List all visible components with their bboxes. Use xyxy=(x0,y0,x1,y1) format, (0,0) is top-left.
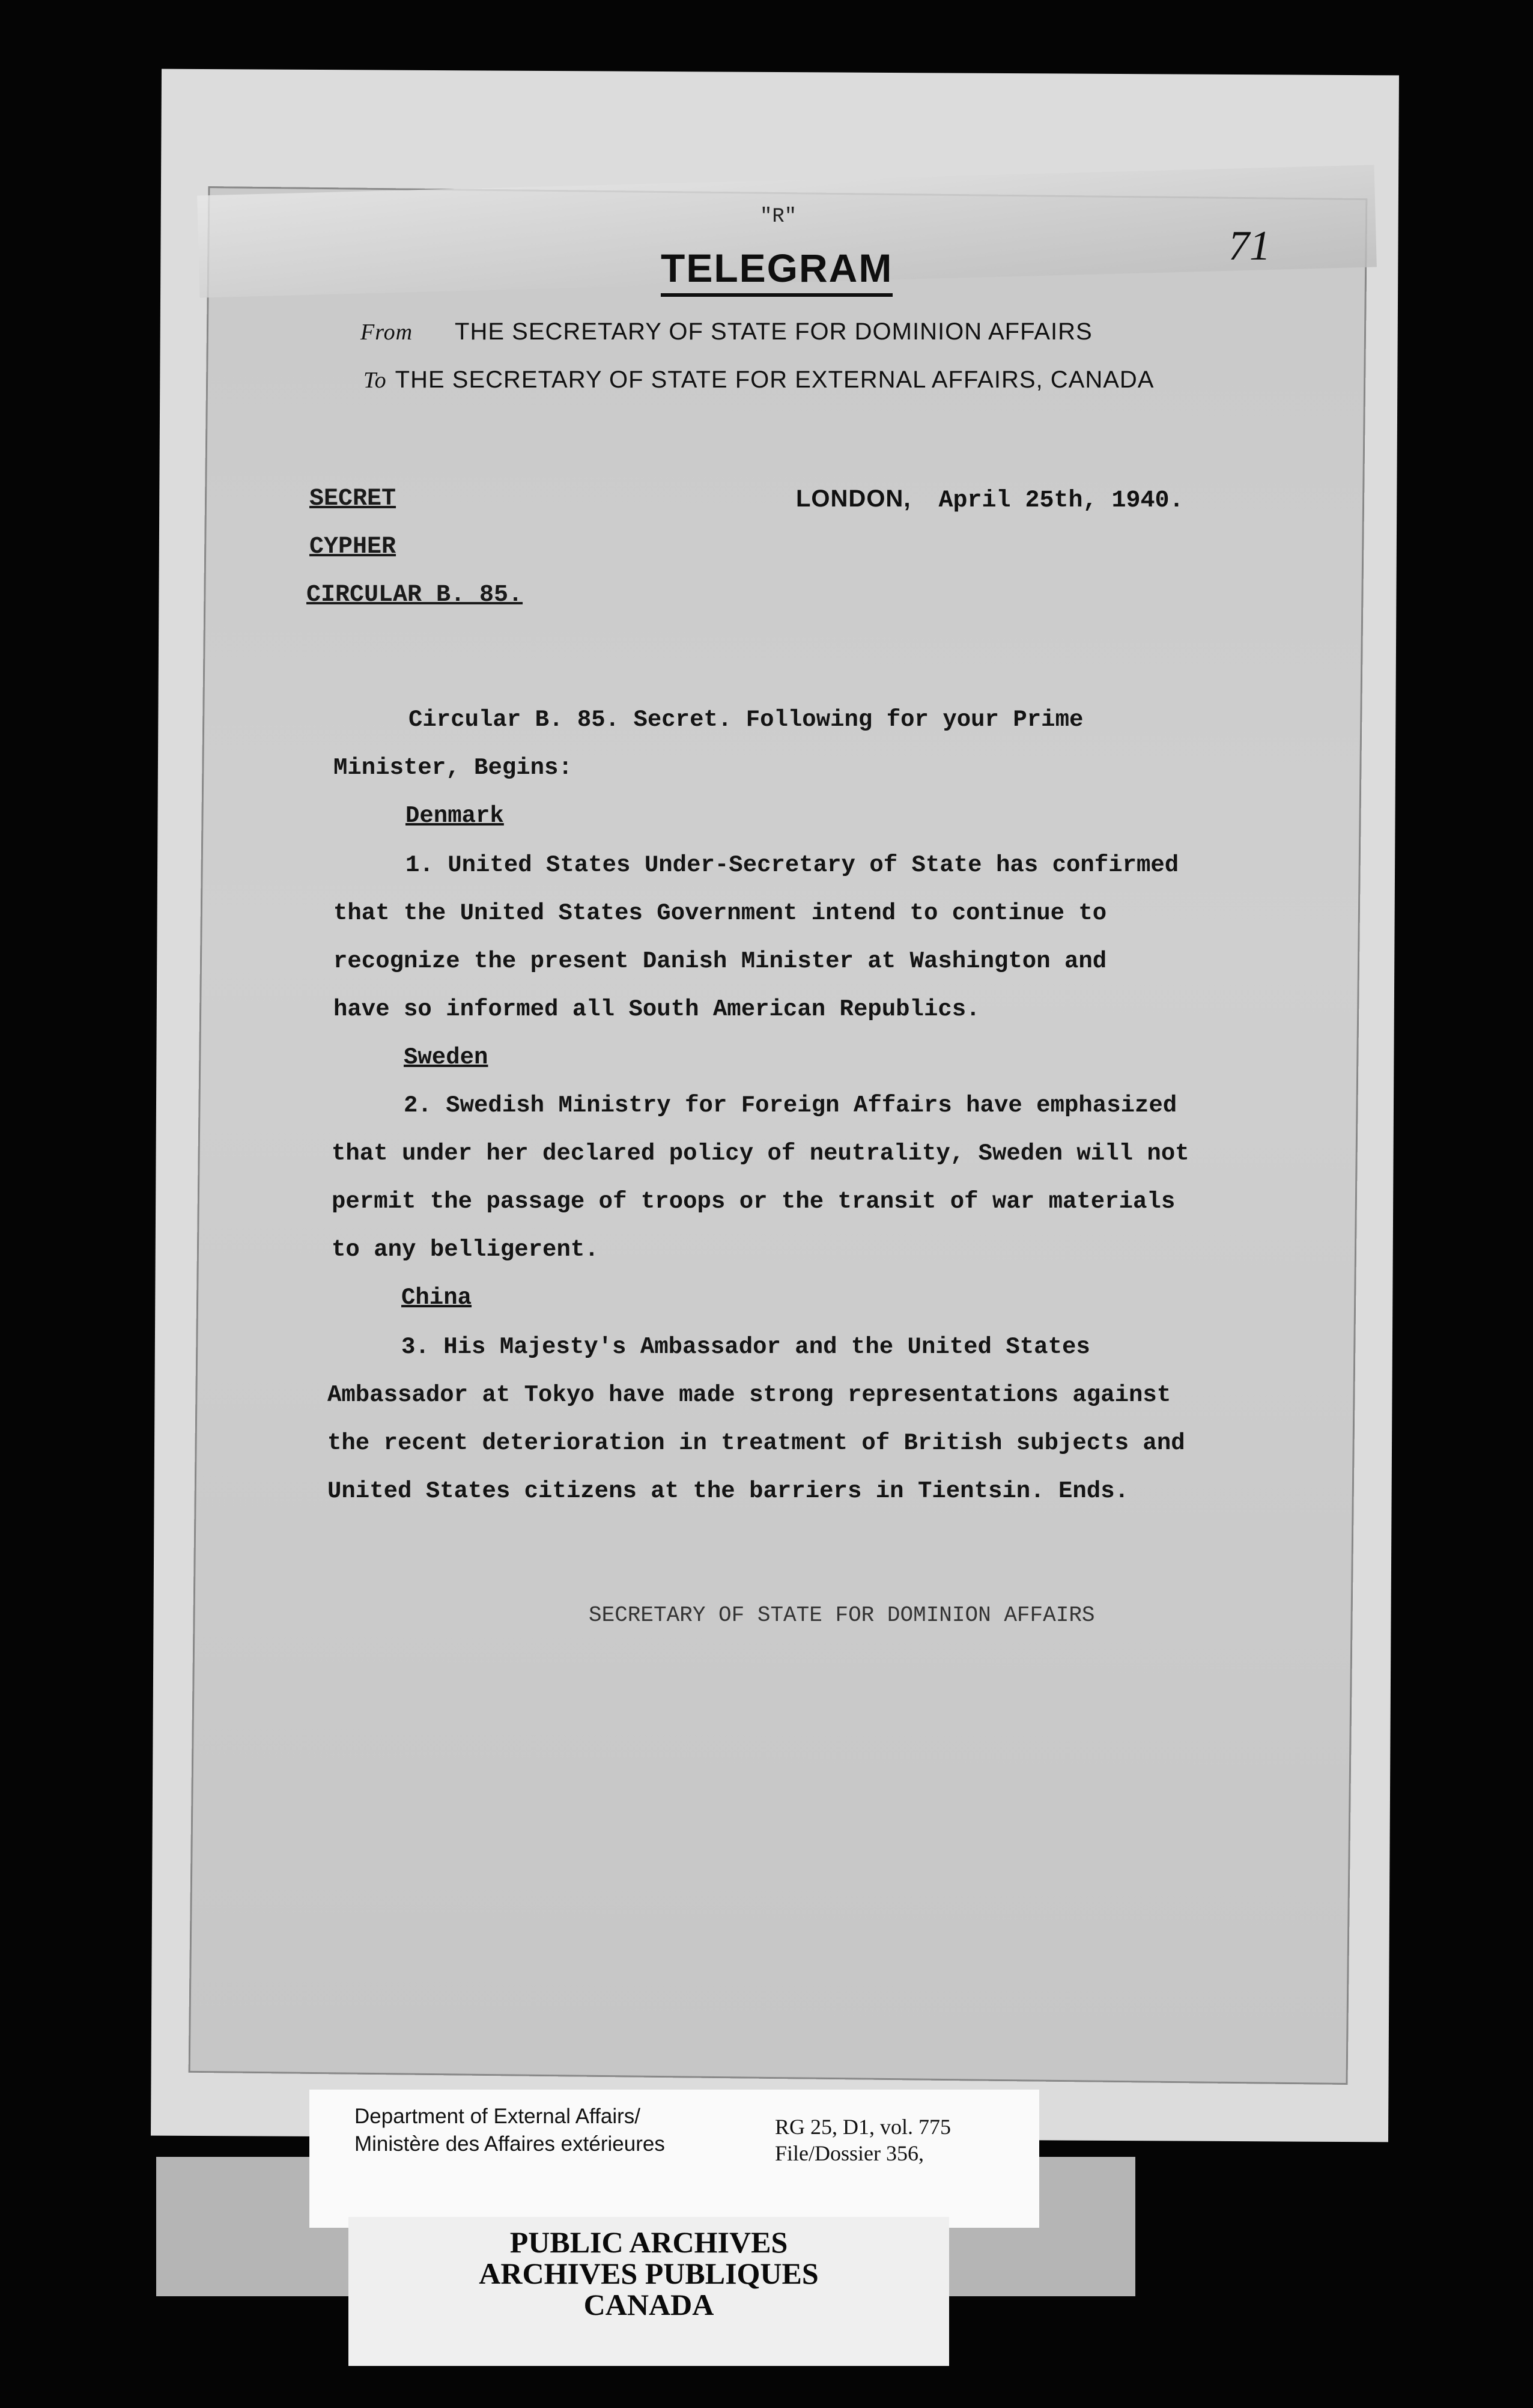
section-heading-denmark: Denmark xyxy=(405,803,504,829)
body-line: recognize the present Danish Minister at Washington and xyxy=(333,948,1107,974)
section-heading-sweden: Sweden xyxy=(404,1044,488,1071)
stamp-line: PUBLIC ARCHIVES xyxy=(509,2225,788,2259)
date: April 25th, 1940. xyxy=(938,487,1184,514)
body-line: permit the passage of troops or the transit of war materials xyxy=(332,1188,1176,1215)
archive-reference xyxy=(775,2114,951,2166)
body-line: have so informed all South American Republics. xyxy=(333,996,980,1023)
stamp-line: CANADA xyxy=(583,2288,714,2321)
body-line: to any belligerent. xyxy=(332,1236,599,1263)
intro-line: Minister, Begins: xyxy=(333,755,572,781)
telegram-title: TELEGRAM xyxy=(661,245,893,297)
stamp-line: ARCHIVES PUBLIQUES xyxy=(479,2257,819,2290)
body-line: Ambassador at Tokyo have made strong representations against xyxy=(327,1382,1171,1408)
from-value: THE SECRETARY OF STATE FOR DOMINION AFFAIRS xyxy=(455,318,1093,345)
department-name xyxy=(354,2103,665,2158)
reference-line: File/Dossier 356, xyxy=(775,2141,924,2165)
public-archives-stamp xyxy=(348,2227,949,2320)
signature: SECRETARY OF STATE FOR DOMINION AFFAIRS xyxy=(589,1603,1095,1628)
section-heading-china: China xyxy=(401,1285,472,1311)
classification-cypher: CYPHER xyxy=(309,534,396,561)
body-line: that under her declared policy of neutrality, Sweden will not xyxy=(332,1140,1189,1167)
body-line: 1. United States Under-Secretary of State has confirmed xyxy=(405,852,1179,878)
body-line: 2. Swedish Ministry for Foreign Affairs have emphasized xyxy=(404,1092,1177,1119)
r-marker: "R" xyxy=(760,205,797,228)
body-line: 3. His Majesty's Ambassador and the United States xyxy=(401,1334,1090,1360)
classification-secret: SECRET xyxy=(309,485,396,512)
handwritten-number: 71 xyxy=(1228,223,1270,269)
intro-line: Circular B. 85. Secret. Following for your Prime xyxy=(408,707,1084,733)
body-line: the recent deterioration in treatment of British subjects and xyxy=(327,1430,1185,1456)
place-date xyxy=(796,485,1184,514)
from-label: From xyxy=(360,320,413,345)
department-en: Department of External Affairs/ xyxy=(354,2105,640,2128)
department-fr: Ministère des Affaires extérieures xyxy=(354,2132,665,2156)
body-line: that the United States Government intend to continue to xyxy=(333,900,1107,926)
to-value: THE SECRETARY OF STATE FOR EXTERNAL AFFAIRS, CANADA xyxy=(395,366,1155,393)
to-label: To xyxy=(363,368,387,393)
to-line xyxy=(363,366,1154,394)
reference-line: RG 25, D1, vol. 775 xyxy=(775,2115,952,2139)
place: LONDON, xyxy=(796,485,911,512)
from-line xyxy=(360,318,1093,345)
body-line: United States citizens at the barriers in Tientsin. Ends. xyxy=(327,1478,1129,1504)
classification-circular: CIRCULAR B. 85. xyxy=(306,582,523,609)
